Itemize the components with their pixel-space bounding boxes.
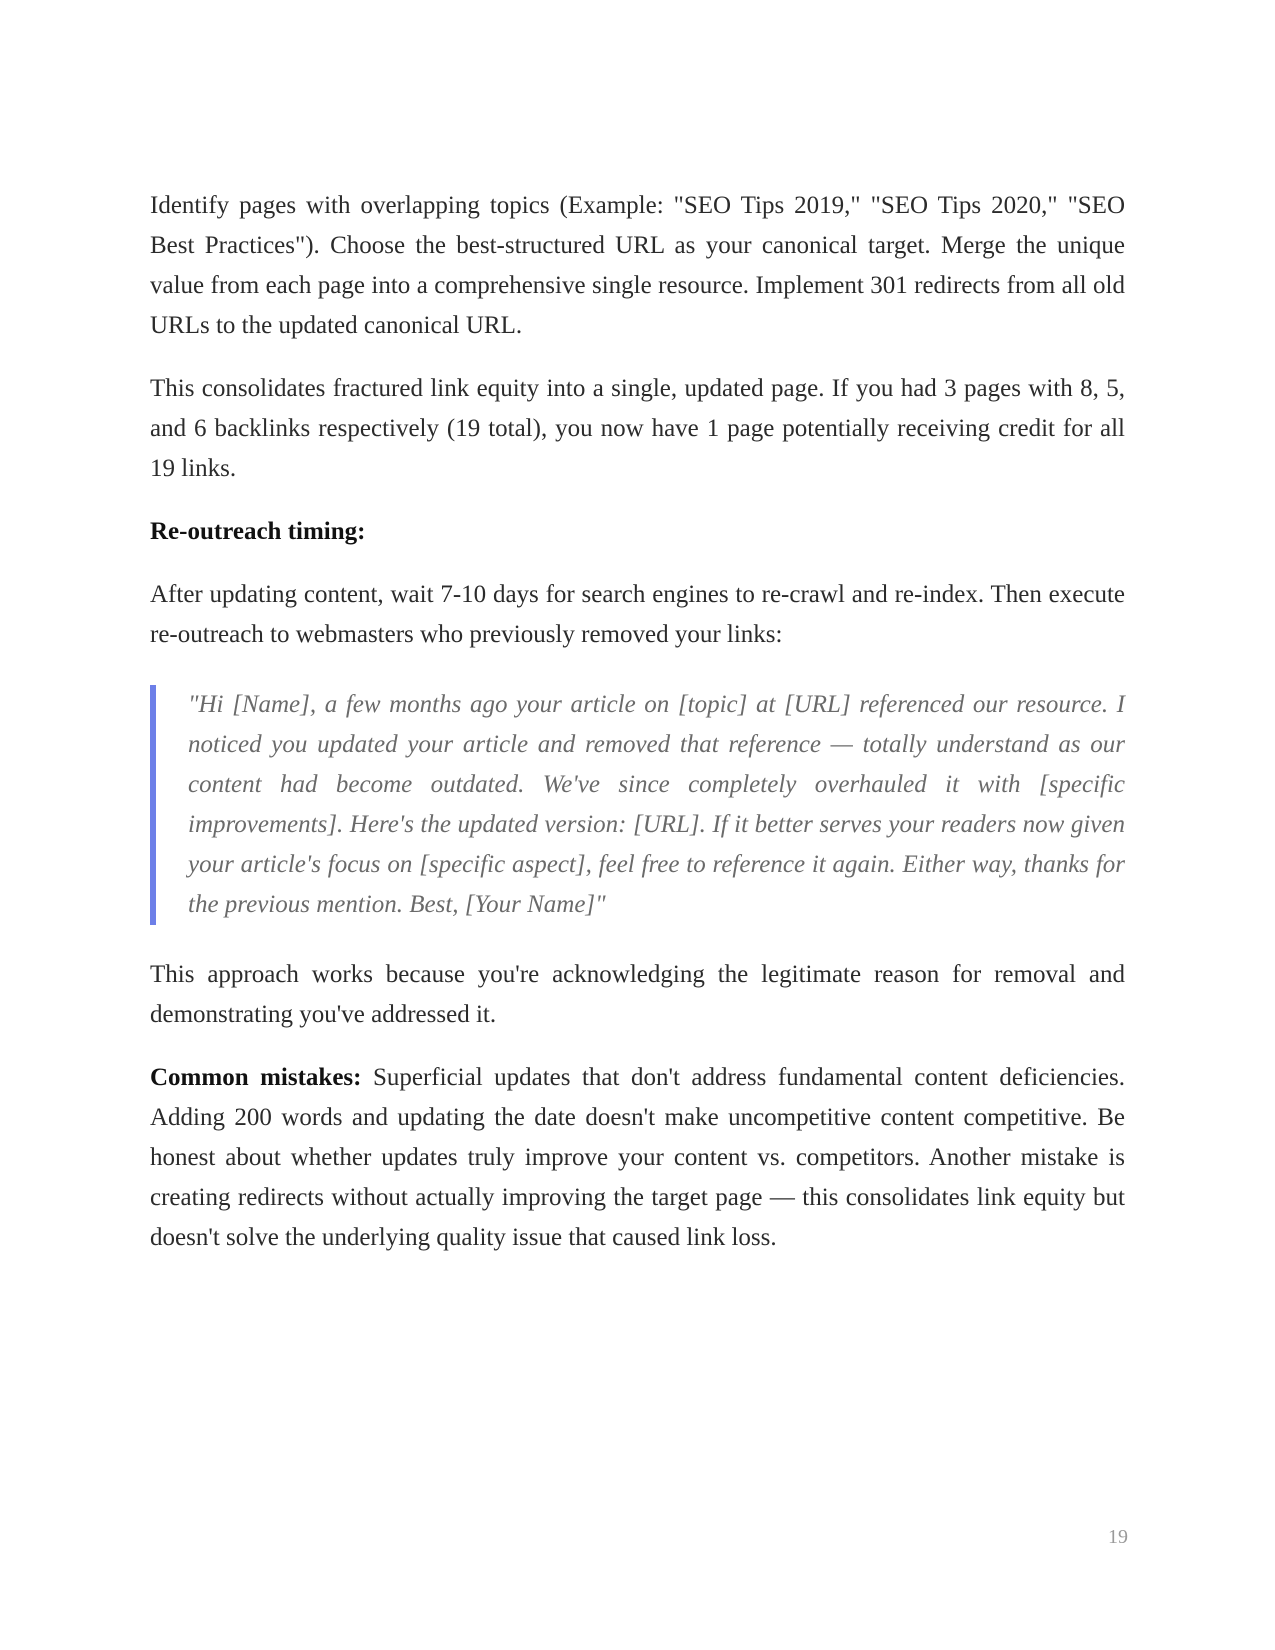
common-mistakes-label: Common mistakes: [150, 1064, 362, 1091]
section-heading-re-outreach: Re-outreach timing: [150, 518, 366, 545]
page-number: 19 [1108, 1526, 1128, 1548]
paragraph-approach-explanation: This approach works because you're acknowledging the legitimate reason for removal and demonstrating you've addressed it. [150, 961, 1125, 1028]
paragraph-link-equity: This consolidates fractured link equity into a single, updated page. If you had 3 pages with 8, 5, and 6 backlinks respectively (19 total), you now have 1 page potentially receiving credit for all 19 links. [150, 375, 1125, 482]
outreach-template-blockquote [150, 685, 1125, 925]
document-page [150, 186, 1125, 1258]
paragraph-common-mistakes [150, 1058, 1125, 1258]
common-mistakes-text: Superficial updates that don't address fundamental content deficiencies. Adding 200 words and updating the date doesn't make uncompetitive content competitive. Be honest about whether updates truly improve your content vs. competitors. Another mistake is creating redirects without actually improving the target page — this consolidates link equity but doesn't solve the underlying quality issue that caused link loss. [150, 1064, 1125, 1251]
paragraph-re-outreach-timing: After updating content, wait 7-10 days for search engines to re-crawl and re-index. Then execute re-outreach to webmasters who previously removed your links: [150, 581, 1125, 648]
blockquote-text: "Hi [Name], a few months ago your article on [topic] at [URL] referenced our resource. I noticed you updated your article and removed that reference — totally understand as our content had become outdated. We've since completely overhauled it with [specific improvements]. Here's the updated version: [URL]. If it better serves your readers now given your article's focus on [specific aspect], feel free to reference it again. Either way, thanks for the previous mention. Best, [Your Name]" [188, 691, 1125, 918]
paragraph-consolidate-pages: Identify pages with overlapping topics (Example: "SEO Tips 2019," "SEO Tips 2020," "SEO Best Practices"). Choose the best-structured URL as your canonical target. Merge the unique value from each page into a comprehensive single resource. Implement 301 redirects from all old URLs to the updated canonical URL. [150, 192, 1125, 339]
